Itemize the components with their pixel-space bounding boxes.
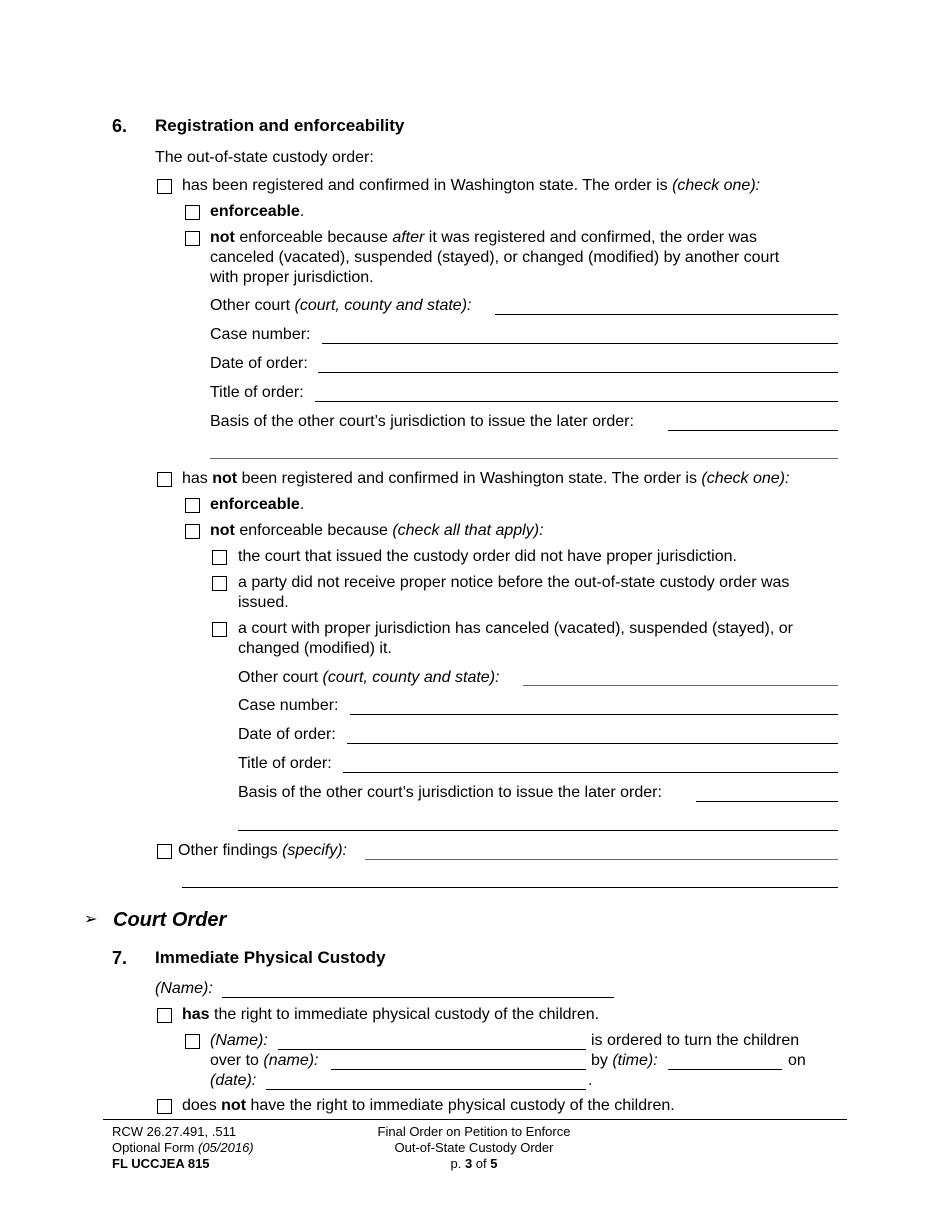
over-to-name-field[interactable] [331, 1069, 586, 1070]
registered-case-number-field[interactable] [322, 343, 838, 344]
not-registered-not-enforceable-checkbox[interactable] [185, 524, 200, 539]
date-period: . [588, 1072, 593, 1089]
not-registered-text: has not been registered and confirmed in Washington state. The order is (check one): [182, 470, 790, 487]
registered-title-of-order-label: Title of order: [210, 384, 304, 401]
by-time-label: by (time): [591, 1052, 658, 1069]
not-registered-checkbox[interactable] [157, 472, 172, 487]
footer-title-line2: Out-of-State Custody Order [394, 1140, 554, 1155]
date-field[interactable] [266, 1089, 586, 1090]
other-findings-field-line2[interactable] [182, 887, 838, 888]
section-6-intro: The out-of-state custody order: [155, 149, 374, 166]
over-to-label: over to (name): [210, 1052, 319, 1069]
on-label: on [788, 1052, 806, 1069]
footer-form-id: FL UCCJEA 815 [112, 1156, 210, 1171]
not-registered-enforceable-label: enforceable. [210, 496, 305, 513]
custody-name-label: (Name): [155, 980, 213, 997]
section-6-heading: Registration and enforceability [155, 116, 405, 135]
has-custody-checkbox[interactable] [157, 1008, 172, 1023]
not-registered-date-of-order-field[interactable] [347, 743, 838, 744]
reason-canceled-text-line2: changed (modified) it. [238, 640, 392, 657]
registered-basis-field-line2[interactable] [210, 458, 838, 459]
registered-not-enforceable-line1: not enforceable because after it was registered and confirmed, the order was [210, 229, 757, 246]
registered-not-enforceable-line3: with proper jurisdiction. [210, 269, 374, 286]
registered-checkbox[interactable] [157, 179, 172, 194]
custody-name-field[interactable] [222, 997, 614, 998]
turn-over-name-label: (Name): [210, 1032, 268, 1049]
registered-basis-field[interactable] [668, 430, 838, 431]
not-registered-title-of-order-field[interactable] [343, 772, 838, 773]
registered-date-of-order-field[interactable] [318, 372, 838, 373]
footer-title-line1: Final Order on Petition to Enforce [377, 1124, 571, 1139]
not-registered-title-of-order-label: Title of order: [238, 755, 332, 772]
footer-optional-form: Optional Form (05/2016) [112, 1140, 254, 1155]
registered-enforceable-checkbox[interactable] [185, 205, 200, 220]
not-registered-basis-field-line2[interactable] [238, 830, 838, 831]
registered-not-enforceable-checkbox[interactable] [185, 231, 200, 246]
turn-over-name-field[interactable] [278, 1049, 586, 1050]
other-findings-checkbox[interactable] [157, 844, 172, 859]
not-registered-case-number-field[interactable] [350, 714, 838, 715]
not-registered-basis-label: Basis of the other court’s jurisdiction to issue the later order: [238, 784, 662, 801]
other-findings-label: Other findings (specify): [178, 842, 347, 859]
registered-text: has been registered and confirmed in Washington state. The order is (check one): [182, 177, 761, 194]
has-custody-text: has the right to immediate physical custody of the children. [182, 1006, 600, 1023]
reason-notice-checkbox[interactable] [212, 576, 227, 591]
time-field[interactable] [668, 1069, 782, 1070]
not-registered-case-number-label: Case number: [238, 697, 339, 714]
registered-other-court-label: Other court (court, county and state): [210, 297, 472, 314]
does-not-have-custody-text: does not have the right to immediate physical custody of the children. [182, 1097, 675, 1114]
registered-enforceable-label: enforceable. [210, 203, 305, 220]
registered-basis-label: Basis of the other court’s jurisdiction to issue the later order: [210, 413, 634, 430]
section-7-heading: Immediate Physical Custody [155, 948, 386, 967]
turn-over-checkbox[interactable] [185, 1034, 200, 1049]
section-7-number: 7. [112, 948, 128, 968]
court-order-heading: Court Order [113, 909, 227, 931]
footer-divider [103, 1119, 847, 1120]
registered-date-of-order-label: Date of order: [210, 355, 308, 372]
registered-other-court-field[interactable] [495, 314, 838, 315]
reason-jurisdiction-text: the court that issued the custody order did not have proper jurisdiction. [238, 548, 737, 565]
date-label: (date): [210, 1072, 257, 1089]
other-findings-field[interactable] [365, 859, 838, 860]
footer-rcw: RCW 26.27.491, .511 [112, 1124, 237, 1139]
does-not-have-custody-checkbox[interactable] [157, 1099, 172, 1114]
reason-notice-text-line2: issued. [238, 594, 289, 611]
reason-jurisdiction-checkbox[interactable] [212, 550, 227, 565]
registered-title-of-order-field[interactable] [315, 401, 838, 402]
court-order-arrow-icon: ➢ [84, 911, 98, 928]
not-registered-other-court-field[interactable] [523, 685, 838, 686]
footer-page-number: p. 3 of 5 [450, 1156, 498, 1171]
section-6-number: 6. [112, 116, 128, 136]
not-registered-basis-field[interactable] [696, 801, 838, 802]
not-registered-enforceable-checkbox[interactable] [185, 498, 200, 513]
not-registered-not-enforceable-label: not enforceable because (check all that apply): [210, 522, 544, 539]
turn-over-text: is ordered to turn the children [591, 1032, 800, 1049]
reason-canceled-text-line1: a court with proper jurisdiction has canceled (vacated), suspended (stayed), or [238, 620, 793, 637]
not-registered-date-of-order-label: Date of order: [238, 726, 336, 743]
registered-not-enforceable-line2: canceled (vacated), suspended (stayed), or changed (modified) by another court [210, 249, 780, 266]
registered-case-number-label: Case number: [210, 326, 311, 343]
reason-notice-text-line1: a party did not receive proper notice before the out-of-state custody order was [238, 574, 790, 591]
not-registered-other-court-label: Other court (court, county and state): [238, 669, 500, 686]
reason-canceled-checkbox[interactable] [212, 622, 227, 637]
